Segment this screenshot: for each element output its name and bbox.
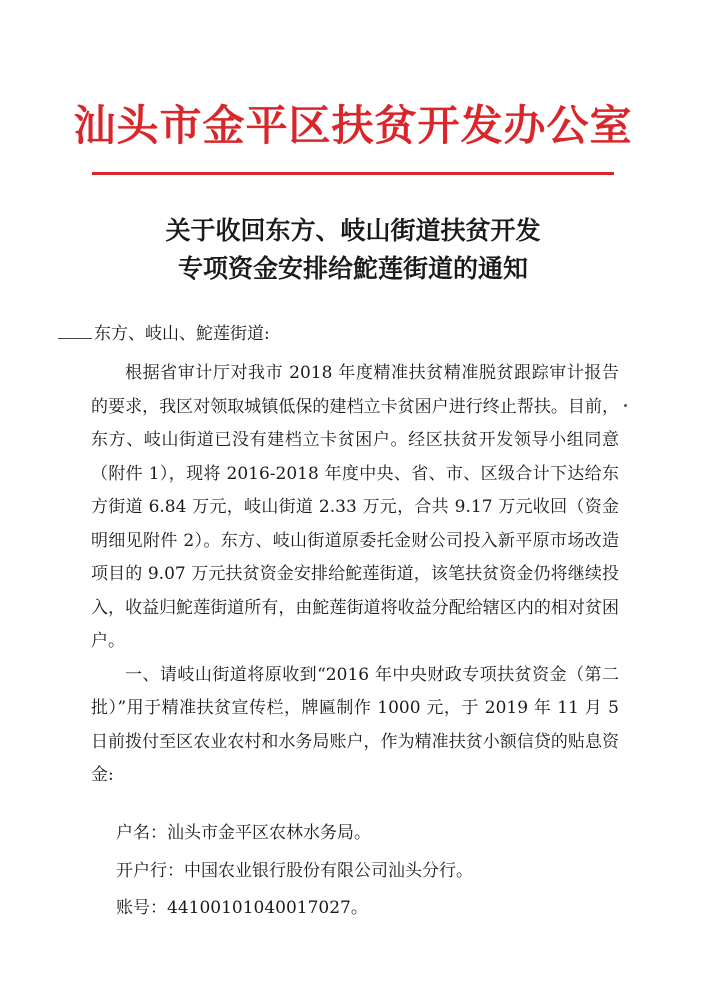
- letterhead-title: 汕头市金平区扶贫开发办公室: [73, 101, 633, 150]
- body-paragraph-1: 根据省审计厅对我市 2018 年度精准扶贫精准脱贫跟踪审计报告的要求，我区对领取城镇低保的建档立卡贫困户进行终止帮扶。目前，东方、岐山街道已没有建档立卡贫困户。经区扶贫开发领导小组同意（附件 1），现将 2016-2018 年度中央、省、市、区级合计下达给东方街道 6.84 万元，岐山街道 2.33 万元，合共 9.17 万元收回（资金明细见附件 2）。东方、岐山街道原委托金财公司投入新平原市场改造项目的 9.07 万元扶贫资金安排给鮀莲街道，该笔扶贫资金仍将继续投入，收益归鮀莲街道所有，由鮀莲街道将收益分配给辖区内的相对贫困户。: [91, 363, 619, 651]
- account-bank-line: 开户行：中国农业银行股份有限公司汕头分行。: [116, 861, 473, 881]
- notice-body: [91, 357, 619, 793]
- notice-title-line-2: 专项资金安排给鮀莲街道的通知: [177, 254, 528, 283]
- notice-title: [0, 212, 706, 288]
- scan-speck: [624, 404, 627, 407]
- account-number-line: 账号：44100101040017027。: [116, 898, 368, 918]
- body-paragraph-2: 一、请岐山街道将原收到“2016 年中央财政专项扶贫资金（第二批）”用于精准扶贫宣传栏，牌匾制作 1000 元，于 2019 年 11 月 5 日前拨付至区农业农村和水务局账户，作为精准扶贫小额信贷的贴息资金:: [91, 664, 619, 785]
- letterhead-red-rule: [92, 172, 614, 175]
- addressee-text: 东方、岐山、鮀莲街道:: [94, 324, 270, 344]
- addressee-blank-underline: [58, 318, 92, 339]
- account-name-line: 户名：汕头市金平区农林水务局。: [116, 823, 371, 843]
- notice-title-line-1: 关于收回东方、岐山街道扶贫开发: [165, 216, 541, 245]
- addressee-line: [58, 318, 270, 349]
